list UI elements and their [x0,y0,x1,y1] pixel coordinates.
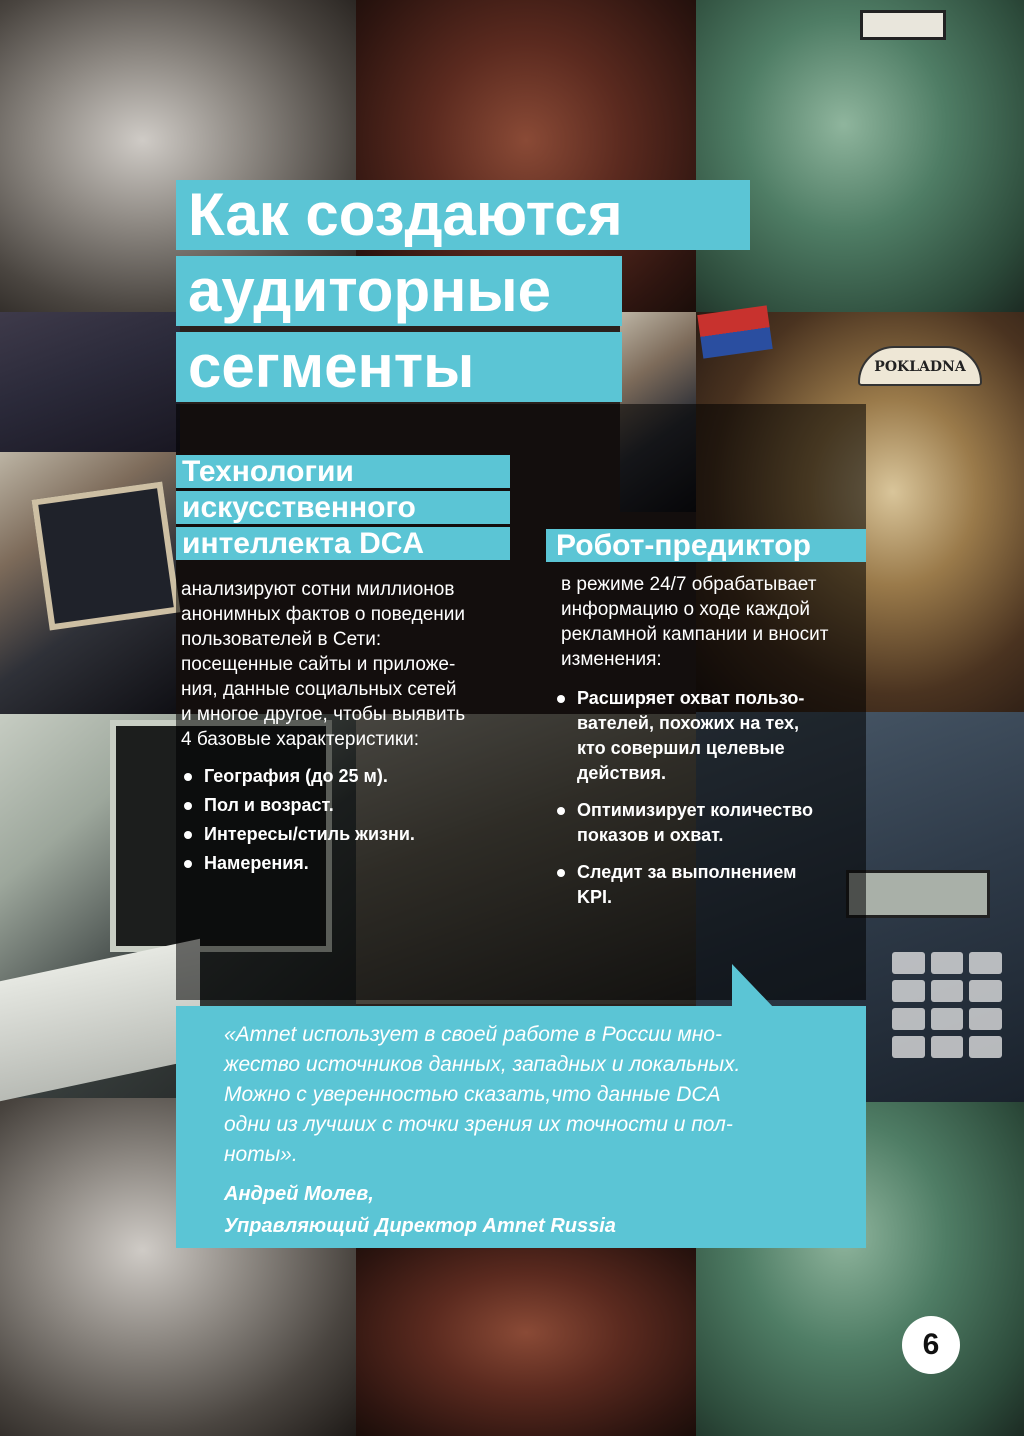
left-body-text [181,577,511,752]
quote-box [176,1006,866,1248]
quote-line: Можно с уверенностью сказать,что данные DCA [224,1083,721,1106]
left-body-line: анонимных фактов о поведении [181,604,465,625]
quote-text [224,1020,846,1170]
left-body-line: 4 базовые характеристики: [181,729,420,750]
quote-bubble-tail [732,964,774,1008]
bullet-item: Намерения. [178,851,508,876]
right-body-line: в режиме 24/7 обрабатывает [561,574,817,595]
bullet-item [551,798,861,848]
bullet-line: кто совершил целевые [577,738,785,758]
calculator-keys [892,952,1002,1058]
quote-author [224,1178,846,1242]
left-heading-line-3: интеллекта DCA [176,527,510,560]
bullet-item [551,860,861,910]
terminal-screen [31,481,180,630]
calculator-lcd [846,870,990,918]
bullet-line: Оптимизирует количество [577,800,813,820]
quote-author-name: Андрей Молев, [224,1183,374,1205]
bullet-line: вателей, похожих на тех, [577,713,800,733]
bullet-item [551,686,861,786]
left-body-line: и многое другое, чтобы выявить [181,704,466,725]
right-body-text [561,572,871,672]
right-body-line: информацию о ходе каждой [561,599,811,620]
bullet-item: География (до 25 м). [178,764,508,789]
left-heading-line-1: Технологии [176,455,510,488]
bullet-line: действия. [577,763,666,783]
page-title-line-2: аудиторные [176,256,622,326]
quote-line: «Amnet использует в своей работе в России мно- [224,1023,722,1046]
register-display-window [860,10,946,40]
bullet-line: показов и охват. [577,825,724,845]
photo-green-cash-register-top [696,0,1024,312]
right-bullet-list [551,686,861,910]
photo-wooden-cash-register-bottom [356,1248,696,1436]
bullet-line: Следит за выполнением [577,862,797,882]
bullet-line: KPI. [577,887,613,907]
left-heading-line-2: искусственного [176,491,510,524]
page-title-line-1: Как создаются [176,180,750,250]
quote-author-title: Управляющий Директор Amnet Russia [224,1215,616,1237]
photo-room [0,312,180,452]
left-bullet-list [178,764,508,876]
bullet-item: Интересы/стиль жизни. [178,822,508,847]
bullet-line: Расширяет охват пользо- [577,688,805,708]
quote-line: ноты». [224,1143,298,1166]
quote-line: одни из лучших с точки зрения их точности и пол- [224,1113,733,1136]
left-body-line: посещенные сайты и приложе- [181,654,456,675]
right-body-line: изменения: [561,649,662,670]
left-body-line: пользователей в Сети: [181,629,382,650]
left-body-line: ния, данные социальных сетей [181,679,457,700]
page-number: 6 [902,1316,960,1374]
left-body-line: анализируют сотни миллионов [181,579,455,600]
page-title-line-3: сегменты [176,332,622,402]
quote-line: жество источников данных, западных и локальных. [224,1053,741,1076]
right-heading: Робот-предиктор [546,529,866,562]
right-body-line: рекламной кампании и вносит [561,624,829,645]
pokladna-sign: POKLADNA [858,346,982,386]
bullet-item: Пол и возраст. [178,793,508,818]
